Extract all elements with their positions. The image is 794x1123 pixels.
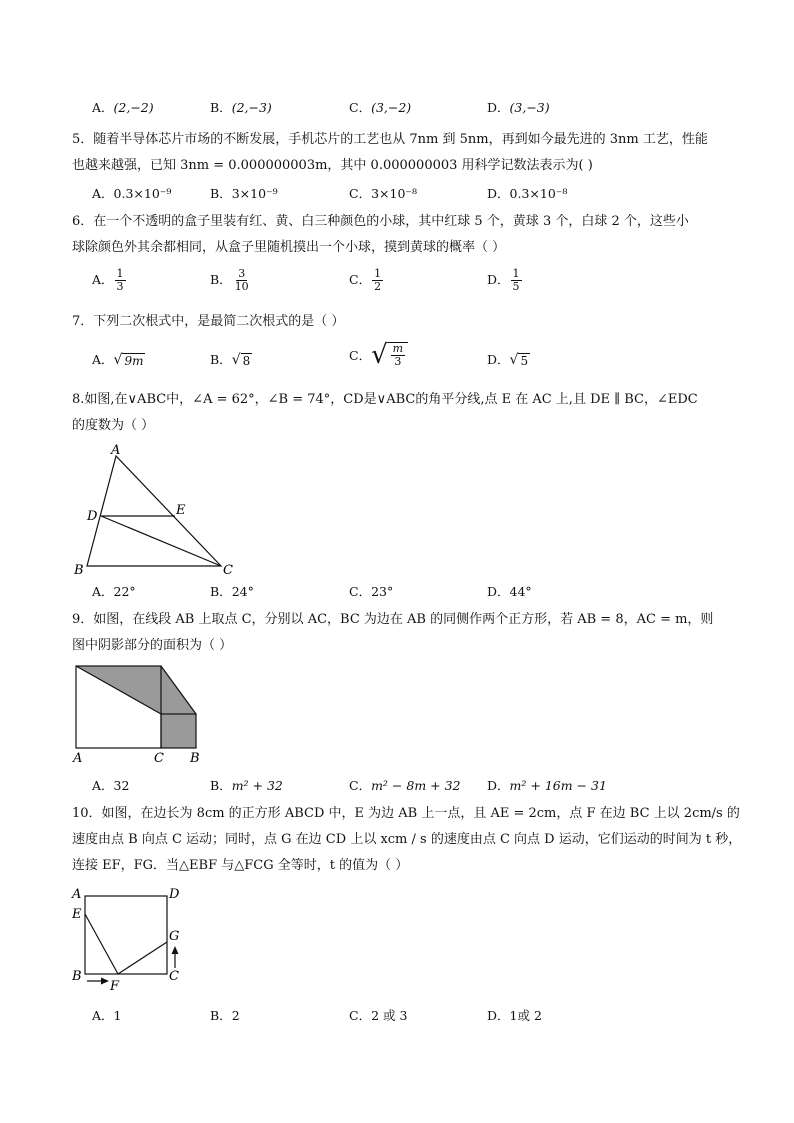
denominator: 5 bbox=[512, 280, 520, 293]
numerator: 1 bbox=[512, 267, 520, 280]
option-letter: A． bbox=[92, 778, 114, 793]
option-value: (3,−2) bbox=[371, 100, 412, 115]
q9-squares-figure bbox=[70, 660, 210, 766]
denominator: 3 bbox=[116, 280, 124, 293]
label-a: A bbox=[73, 751, 83, 766]
numerator: 1 bbox=[116, 267, 124, 280]
square-root bbox=[114, 352, 146, 369]
option-value: 32 bbox=[113, 778, 130, 793]
radicand: 5 bbox=[520, 354, 529, 368]
q8-option-c bbox=[349, 582, 393, 600]
q5-option-a bbox=[92, 184, 171, 202]
option-value: 24° bbox=[231, 584, 254, 599]
q6-option-c bbox=[349, 268, 384, 293]
radicand: 9m bbox=[124, 354, 144, 368]
q6-stem-line2: 球除颜色外其余都相同，从盒子里随机摸出一个小球，摸到黄球的概率（ ） bbox=[72, 240, 506, 255]
q5-option-d bbox=[487, 184, 567, 202]
q9-stem-line2: 图中阴影部分的面积为（ ） bbox=[72, 638, 233, 653]
square-abcd bbox=[85, 896, 167, 974]
radicand: 8 bbox=[242, 354, 251, 368]
q5-option-c bbox=[349, 184, 417, 202]
option-letter: D． bbox=[487, 1008, 510, 1023]
label-a: A bbox=[111, 443, 121, 458]
option-letter: C． bbox=[349, 584, 372, 599]
label-b: B bbox=[74, 563, 84, 578]
option-value: 2 bbox=[231, 1008, 240, 1023]
arrow-head-right bbox=[101, 978, 109, 985]
q9-option-b bbox=[210, 776, 283, 794]
triangle-abc bbox=[87, 456, 221, 566]
option-letter: D． bbox=[487, 352, 510, 367]
option-letter: C． bbox=[349, 778, 372, 793]
option-value: 23° bbox=[371, 584, 394, 599]
option-letter: D． bbox=[487, 186, 510, 201]
fraction bbox=[233, 268, 251, 293]
fraction bbox=[511, 268, 522, 293]
radical-sign: √ bbox=[509, 352, 519, 368]
option-letter: B． bbox=[210, 584, 232, 599]
q8-option-b bbox=[210, 582, 254, 600]
square-root bbox=[232, 352, 253, 369]
option-value: 44° bbox=[509, 584, 532, 599]
label-e: E bbox=[176, 503, 186, 518]
q10-option-a bbox=[92, 1006, 121, 1024]
option-letter: C． bbox=[349, 348, 372, 363]
q6-option-d bbox=[487, 268, 523, 293]
option-value: 1 bbox=[113, 1008, 122, 1023]
square-root bbox=[371, 340, 408, 370]
q8-option-d bbox=[487, 582, 532, 600]
option-value: m² − 8m + 32 bbox=[371, 778, 461, 793]
denominator: 10 bbox=[234, 280, 249, 293]
q7-option-b bbox=[210, 350, 252, 369]
q6-stem-line1: 6．在一个不透明的盒子里装有红、黄、白三种颜色的小球，其中红球 5 个，黄球 3 个，白球 2 个，这些小 bbox=[72, 214, 689, 229]
label-e: E bbox=[72, 907, 82, 922]
q8-stem-line1: 8.如图,在∨ABC中，∠A = 62°，∠B = 74°，CD是∨ABC的角平分线,点 E 在 AC 上,且 DE ∥ BC，∠EDC bbox=[72, 392, 698, 407]
option-value: 3×10⁻⁹ bbox=[231, 186, 278, 201]
q10-option-d bbox=[487, 1006, 542, 1024]
option-letter: A． bbox=[92, 584, 114, 599]
shaded-region bbox=[76, 666, 196, 748]
q7-stem-line1: 7．下列二次根式中，是最简二次根式的是（ ） bbox=[72, 314, 345, 329]
q9-stem-line1: 9．如图，在线段 AB 上取点 C，分别以 AC，BC 为边在 AB 的同侧作两个正方形，若 AB = 8，AC = m，则 bbox=[72, 612, 714, 627]
q8-option-a bbox=[92, 582, 136, 600]
option-value: (2,−3) bbox=[231, 100, 272, 115]
option-letter: D． bbox=[487, 100, 510, 115]
option-value: m² + 32 bbox=[231, 778, 283, 793]
option-letter: D． bbox=[487, 272, 510, 287]
q5-stem-line1: 5．随着半导体芯片市场的不断发展，手机芯片的工艺也从 7nm 到 5nm，再到如今最先进的 3nm 工艺，性能 bbox=[72, 132, 708, 147]
label-c: C bbox=[169, 969, 179, 984]
label-a: A bbox=[72, 887, 82, 902]
q5-stem-line2: 也越来越强，已知 3nm = 0.000000003m，其中 0.000000003 用科学记数法表示为( ) bbox=[72, 158, 593, 173]
label-c: C bbox=[154, 751, 164, 766]
q7-option-a bbox=[92, 350, 145, 369]
radical-sign: √ bbox=[231, 352, 241, 368]
option-value: 1或 2 bbox=[509, 1008, 542, 1023]
option-value: (3,−3) bbox=[509, 100, 550, 115]
option-letter: B． bbox=[210, 1008, 232, 1023]
segment-ef bbox=[85, 914, 118, 974]
option-value: (2,−2) bbox=[113, 100, 154, 115]
option-letter: B． bbox=[210, 100, 232, 115]
label-g: G bbox=[169, 929, 180, 944]
option-letter: A． bbox=[92, 186, 114, 201]
radicand bbox=[388, 342, 408, 368]
q4-option-c bbox=[349, 98, 411, 116]
option-letter: B． bbox=[210, 186, 232, 201]
q8-stem-line2: 的度数为（ ） bbox=[72, 418, 155, 433]
q5-option-b bbox=[210, 184, 278, 202]
option-letter: A． bbox=[92, 272, 114, 287]
q10-square-figure bbox=[68, 882, 198, 992]
square-root bbox=[510, 352, 531, 369]
label-d: D bbox=[87, 509, 98, 524]
fraction bbox=[372, 268, 383, 293]
q4-option-b bbox=[210, 98, 272, 116]
q10-option-b bbox=[210, 1006, 240, 1024]
q8-triangle-figure bbox=[70, 440, 245, 580]
q9-option-d bbox=[487, 776, 607, 794]
option-value: m² + 16m − 31 bbox=[509, 778, 607, 793]
fraction bbox=[115, 268, 126, 293]
numerator: m bbox=[392, 342, 404, 355]
q7-option-d bbox=[487, 350, 530, 369]
option-letter: D． bbox=[487, 778, 510, 793]
numerator: 3 bbox=[238, 267, 246, 280]
option-letter: C． bbox=[349, 272, 372, 287]
option-letter: C． bbox=[349, 186, 372, 201]
q6-option-a bbox=[92, 268, 127, 293]
segment-dc bbox=[101, 516, 221, 566]
label-b: B bbox=[72, 969, 82, 984]
option-letter: D． bbox=[487, 584, 510, 599]
denominator: 3 bbox=[394, 355, 402, 368]
option-letter: B． bbox=[210, 778, 232, 793]
q4-option-a bbox=[92, 98, 154, 116]
q6-option-b bbox=[210, 268, 252, 293]
q9-option-a bbox=[92, 776, 129, 794]
radical-sign: √ bbox=[113, 352, 123, 368]
label-c: C bbox=[223, 563, 233, 578]
option-value: 3×10⁻⁸ bbox=[371, 186, 418, 201]
q10-stem-line2: 速度由点 B 向点 C 运动；同时，点 G 在边 CD 上以 xcm / s 的速度由点 C 向点 D 运动，它们运动的时间为 t 秒， bbox=[72, 832, 742, 847]
fraction bbox=[391, 343, 405, 368]
segment-fg bbox=[118, 942, 167, 974]
option-letter: A． bbox=[92, 352, 114, 367]
numerator: 1 bbox=[374, 267, 382, 280]
option-value: 22° bbox=[113, 584, 136, 599]
q10-stem-line1: 10．如图，在边长为 8cm 的正方形 ABCD 中，E 为边 AB 上一点，且 AE = 2cm，点 F 在边 BC 上以 2cm/s 的 bbox=[72, 806, 740, 821]
option-value: 0.3×10⁻⁹ bbox=[113, 186, 172, 201]
label-d: D bbox=[169, 887, 180, 902]
option-value: 0.3×10⁻⁸ bbox=[509, 186, 568, 201]
q10-option-c bbox=[349, 1006, 407, 1024]
option-letter: C． bbox=[349, 1008, 372, 1023]
denominator: 2 bbox=[374, 280, 382, 293]
option-letter: A． bbox=[92, 1008, 114, 1023]
q4-option-d bbox=[487, 98, 550, 116]
q10-stem-line3: 连接 EF，FG．当△EBF 与△FCG 全等时，t 的值为（ ） bbox=[72, 858, 409, 873]
option-letter: B． bbox=[210, 272, 232, 287]
option-letter: B． bbox=[210, 352, 232, 367]
option-value: 2 或 3 bbox=[371, 1008, 408, 1023]
arrow-head-up bbox=[172, 946, 179, 954]
label-f: F bbox=[110, 979, 120, 992]
option-letter: A． bbox=[92, 100, 114, 115]
q9-option-c bbox=[349, 776, 461, 794]
option-letter: C． bbox=[349, 100, 372, 115]
label-b: B bbox=[190, 751, 200, 766]
radical-sign: √ bbox=[371, 340, 388, 370]
q7-option-c bbox=[349, 340, 408, 370]
